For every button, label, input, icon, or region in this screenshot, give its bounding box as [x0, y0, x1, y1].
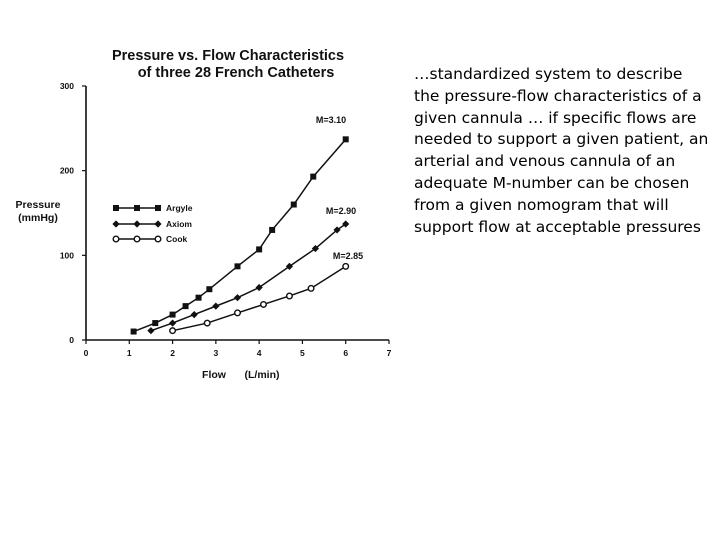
data-point	[131, 329, 137, 335]
data-point	[235, 263, 241, 269]
x-tick-label: 7	[386, 348, 392, 358]
y-axis-label-line2: (mmHg)	[18, 212, 58, 224]
data-point	[204, 320, 210, 326]
data-point	[169, 319, 176, 326]
series-argyle	[131, 136, 349, 334]
legend-marker	[155, 205, 161, 211]
legend-marker	[155, 236, 161, 242]
x-tick-label: 1	[126, 348, 132, 358]
legend-item-axiom	[112, 219, 192, 229]
x-tick-label: 6	[343, 348, 349, 358]
series-annotation: M=3.10	[315, 115, 347, 125]
data-point	[183, 303, 189, 309]
x-tick-label: 3	[213, 348, 219, 358]
legend-marker	[112, 220, 119, 227]
x-axis-label-title: Flow	[202, 369, 226, 381]
legend-marker	[154, 220, 161, 227]
data-point	[147, 327, 154, 334]
data-point	[269, 227, 275, 233]
legend-label: Argyle	[166, 203, 193, 213]
data-point	[191, 311, 198, 318]
series-annotation: M=2.90	[325, 206, 357, 216]
data-point	[343, 136, 349, 142]
y-tick-label: 0	[69, 335, 74, 345]
x-axis-label-unit: (L/min)	[244, 369, 280, 381]
legend-marker	[113, 236, 119, 242]
data-point	[291, 202, 297, 208]
legend-label: Axiom	[166, 219, 192, 229]
y-tick-label: 300	[59, 81, 74, 91]
data-point	[196, 295, 202, 301]
legend-marker	[133, 220, 140, 227]
data-point	[343, 264, 349, 270]
legend-label: Cook	[166, 234, 188, 244]
x-tick-label: 0	[83, 348, 89, 358]
data-point	[170, 312, 176, 318]
chart-annotations	[316, 115, 363, 261]
data-point	[261, 302, 267, 308]
y-tick-label: 100	[59, 250, 74, 261]
x-tick-label: 5	[300, 348, 305, 358]
data-point	[152, 320, 158, 326]
data-point	[206, 286, 212, 292]
legend-marker	[134, 205, 140, 211]
data-point	[234, 294, 241, 301]
data-point	[256, 246, 262, 252]
data-point	[170, 328, 176, 334]
legend-marker	[113, 205, 119, 211]
chart-subtitle: of three 28 French Catheters	[137, 65, 335, 81]
caption-text: …standardized system to describe the pressure-flow characteristics of a given cannula … if specific flows are needed to support a given patient, an arterial and venous cannula of an adequate M-number can be chosen from a given nomogram that will support flow at acceptable pressures	[414, 65, 709, 236]
data-point	[310, 174, 316, 180]
chart-title: Pressure vs. Flow Characteristics	[111, 48, 345, 64]
data-point	[235, 310, 241, 316]
legend-item-argyle	[113, 203, 193, 213]
y-tick-label: 200	[59, 165, 74, 176]
chart-series	[131, 136, 350, 334]
data-point	[287, 293, 293, 299]
y-axis-label-line1: Pressure	[15, 199, 61, 211]
data-point	[308, 286, 314, 292]
data-point	[212, 303, 219, 310]
legend-marker	[134, 236, 140, 242]
x-tick-label: 4	[256, 348, 262, 358]
legend-item-cook	[113, 234, 187, 244]
chart-legend	[112, 203, 192, 244]
x-tick-label: 2	[170, 348, 175, 358]
series-annotation: M=2.85	[332, 251, 364, 261]
